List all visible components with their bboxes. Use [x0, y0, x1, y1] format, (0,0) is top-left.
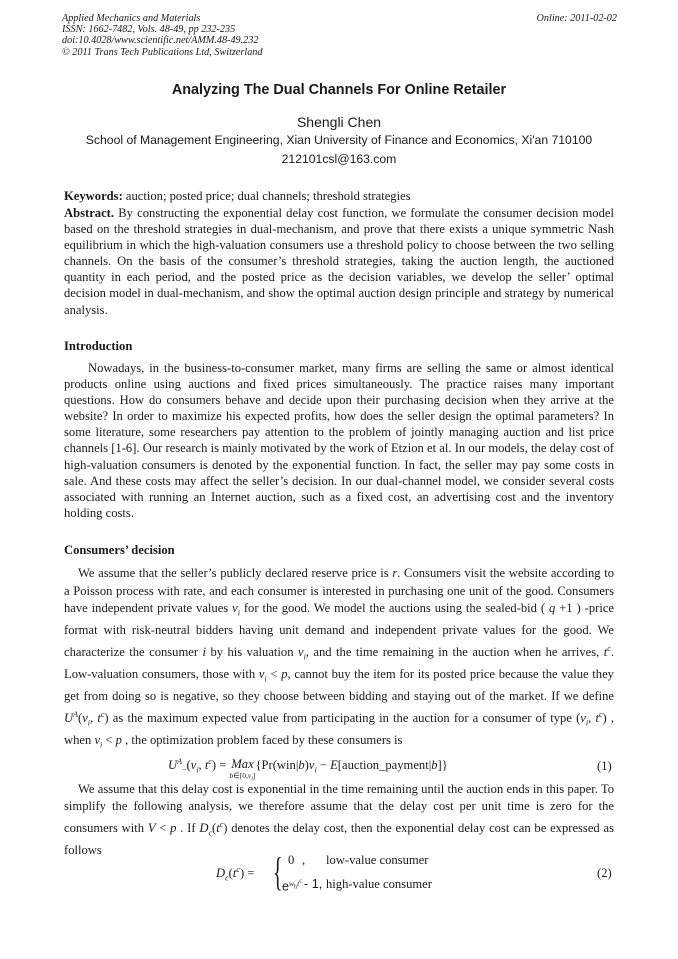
- paper-title: Analyzing The Dual Channels For Online Retailer: [171, 82, 507, 98]
- keywords-text: auction; posted price; dual channels; threshold strategies: [122, 189, 411, 203]
- equation-1: $U^A_-(v_i$, $t^c$) = Max $^{b\in[0,v_i]}\{Pr(win|b)v_i$ − E[auction_payment|b]}: [168, 757, 448, 783]
- copyright-line: © 2011 Trans Tech Publications Ltd, Switzerland: [62, 46, 263, 58]
- consumers-body-2: [64, 781, 614, 859]
- abstract-label: Abstract.: [64, 206, 115, 220]
- abstract-text: By constructing the exponential delay cost function, we formulate the consumer decision model based on the threshold strategies in dual-mechanism, and prove that there exists a unique symmetric Nash equilibrium in which the high-valuation consumers use a threshold policy to choose between the two selling channels. On the basis of the consumer’s threshold strategies, taking the auction length, the auctioned quantity in each period, and the posted price as the decision variables, we develop the seller’ optimal decision model in dual-mechanism, and show the optimal auction design principle and strategy by numerical analysis.: [64, 206, 614, 317]
- equation-1-number: (1): [597, 759, 612, 773]
- author-name: Shengli Chen: [296, 114, 382, 130]
- author-affiliation: School of Management Engineering, Xian University of Finance and Economics, Xi'an 710100: [85, 133, 593, 147]
- introduction-heading: Introduction: [64, 339, 133, 353]
- eq2-case2-value: - 1,: [304, 877, 323, 891]
- consumers-paragraph-1: We assume that the seller’s publicly declared reserve price is r. Consumers visit the website according to a Poisson process with rate, and each consumer is interested in purchasing one unit of the good. Consumers have independent private values $v_i$ for the good. We model the auctions using the sealed-bid ( q +1 ) -price format with risk-neutral bidders having unit demand and independent private values for the good. We characterize the consumer i by his valuation $v_i$, and the time remaining in the auction when he arrives, $t^c$. Low-valuation consumers, those with $v_i < p$, cannot buy the item for its posted price because the value they get from doing so is negative, so they choose between bidding and staying out of the market. If we define $U^A(v_i$, $t^c$) as the maximum expected value from participating in the auction for a consumer of type ($v_i$, $t^c$) , when $v_i < p$ , the optimization problem faced by these consumers is: [64, 566, 615, 750]
- introduction-paragraph: Nowadays, in the business-to-consumer market, many firms are selling the same or almost identical products online using auctions and fixed prices simultaneously. The practice raises many important questions. How do consumers behave and decide upon their purchasing decision when they arrive at the website? In order to maximize his expected profits, how does the seller design the optimal parameters? In some literature, some researchers pay attention to the problem of jointly managing auction and list price channels [1-6]. Our research is mainly motivated by the work of Etzion et al. In our models, the delay cost of high-valuation consumers is denoted by the exponential function. In fact, the seller may pay some costs in sale. And these costs may affect the seller’s decision. In our dual-channel model, we consider several costs associated with running an Internet auction, such as a fixed cost, an advertising cost and the inventory holding costs.: [64, 361, 614, 520]
- equation-2-number: (2): [597, 866, 612, 880]
- abstract: [64, 205, 614, 318]
- journal-header: [62, 13, 617, 58]
- keywords-label: Keywords:: [64, 189, 123, 203]
- author-email: 212101csl@163.com: [281, 152, 397, 166]
- online-date: Online: 2011-02-02: [536, 13, 617, 24]
- equation-2: $D_c(t^c)$ = { 0 , low-value consumer $e^{w_ht^c}$ - 1, high-value consumer: [216, 849, 432, 894]
- consumers-heading: Consumers’ decision: [64, 543, 175, 557]
- journal-name: Applied Mechanics and Materials: [62, 13, 201, 24]
- eq2-case2-label: high-value consumer: [326, 877, 432, 891]
- issn-line: ISSN: 1662-7482, Vols. 48-49, pp 232-235: [62, 24, 236, 36]
- introduction-body: [64, 360, 614, 521]
- keywords: [64, 188, 614, 204]
- doi-line: doi:10.4028/www.scientific.net/AMM.48-49.232: [62, 35, 259, 47]
- eq2-case1-value: 0: [288, 853, 295, 867]
- consumers-body: [64, 565, 614, 754]
- consumers-paragraph-2: We assume that this delay cost is exponential in the time remaining until the auction ends in this paper. To simplify the following analysis, we therefore assume that the delay cost per unit time is zero for the consumers with V < p . If $D_c(t^c)$ denotes the delay cost, then the exponential delay cost can be expressed as follows: [64, 782, 614, 857]
- eq2-case1-label: low-value consumer: [326, 853, 429, 867]
